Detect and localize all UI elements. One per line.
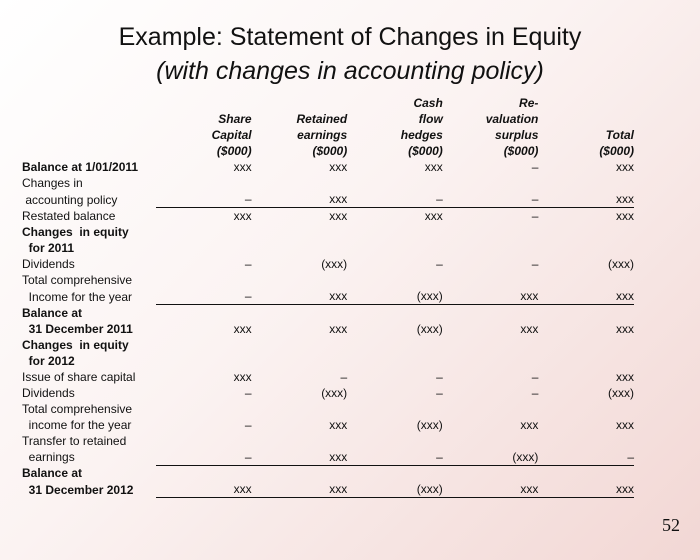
row-value: – (340, 369, 348, 384)
column-header-line: Retained (296, 112, 348, 126)
column-header-line (156, 95, 252, 111)
row-label: Balance at (22, 305, 83, 320)
row-label: 31 December 2012 (22, 482, 134, 497)
row-value: – (538, 449, 634, 466)
header-blank-cell (22, 111, 156, 127)
row-value (156, 305, 252, 321)
column-header-line: surplus (495, 128, 539, 142)
row-value: xxx (538, 481, 634, 498)
row-value (347, 465, 443, 481)
row-value: xxx (329, 160, 348, 174)
column-header-line (252, 95, 348, 111)
row-value: xxx (616, 321, 634, 336)
row-value: xxx (424, 160, 443, 174)
row-value: xxx (520, 417, 539, 432)
row-value (347, 272, 443, 288)
column-header-line: ($000) (599, 144, 634, 158)
table-row (22, 224, 634, 240)
row-value: – (244, 385, 252, 400)
row-value (443, 175, 539, 191)
row-value: – (436, 385, 443, 400)
row-value: xxx (233, 209, 252, 223)
row-value: xxx (424, 209, 443, 223)
header-blank-cell (22, 95, 156, 111)
row-value: xxx (252, 481, 348, 498)
row-value: xxx (252, 191, 348, 208)
row-value (156, 240, 252, 256)
row-label: Balance at 1/01/2011 (22, 160, 139, 174)
column-header-line: Re- (519, 96, 539, 110)
row-value (252, 224, 348, 240)
row-label: for 2011 (22, 241, 75, 255)
row-value: xxx (329, 321, 348, 336)
row-value (538, 433, 634, 449)
row-value: xxx (252, 449, 348, 466)
header-row (22, 143, 634, 159)
row-value (252, 305, 348, 321)
equity-statement-table (22, 95, 634, 498)
row-value (156, 401, 252, 417)
row-label: Total comprehensive (22, 273, 133, 287)
table-row (22, 208, 634, 225)
page-number: 52 (662, 515, 680, 535)
row-value (347, 305, 443, 321)
row-label: accounting policy (22, 192, 118, 207)
column-header-line: Total (605, 128, 634, 142)
row-value: (xxx) (347, 288, 443, 305)
row-value (252, 337, 348, 353)
row-value: – (156, 288, 252, 305)
table-row (22, 337, 634, 353)
row-value: – (531, 385, 539, 400)
column-header-line: Cash (413, 96, 443, 110)
row-value: (xxx) (416, 417, 443, 432)
title-line-1: Example: Statement of Changes in Equity (118, 23, 582, 51)
row-value (538, 353, 634, 369)
row-value (443, 401, 539, 417)
row-label: Transfer to retained (22, 433, 127, 448)
row-value: (xxx) (347, 481, 443, 498)
row-value: – (156, 449, 252, 466)
row-value: – (244, 417, 252, 432)
row-value (538, 175, 634, 191)
row-value (252, 175, 348, 191)
row-value: xxx (156, 481, 252, 498)
row-value (443, 433, 539, 449)
header-row (22, 95, 634, 111)
row-value (156, 433, 252, 449)
row-label: Issue of share capital (22, 369, 136, 384)
row-value (156, 337, 252, 353)
row-value: xxx (538, 191, 634, 208)
table-row (22, 449, 634, 466)
title-line-2: (with changes in accounting policy) (156, 57, 544, 85)
column-header-line: flow (418, 112, 443, 126)
row-value: xxx (616, 417, 634, 432)
row-value: xxx (616, 160, 634, 174)
row-value (252, 272, 348, 288)
row-value: xxx (538, 288, 634, 305)
table-row (22, 465, 634, 481)
row-value (443, 353, 539, 369)
row-label: earnings (22, 450, 75, 464)
row-label: Changes in (22, 176, 83, 190)
table-row (22, 305, 634, 321)
row-label: Dividends (22, 257, 75, 271)
column-header-line (538, 95, 634, 111)
row-value: xxx (233, 369, 252, 384)
column-header-line: ($000) (312, 144, 348, 158)
row-value: xxx (329, 209, 348, 223)
row-value: – (347, 449, 443, 466)
row-value: – (156, 191, 252, 208)
header-row (22, 111, 634, 127)
column-header-line: Share (218, 112, 252, 126)
row-label: for 2012 (22, 353, 75, 368)
row-value (538, 305, 634, 321)
row-value (443, 224, 539, 240)
column-header-line: hedges (400, 128, 443, 142)
column-header-line: ($000) (408, 144, 443, 158)
row-value: – (443, 191, 539, 208)
table-row (22, 256, 634, 272)
header-blank-cell (22, 143, 156, 159)
slide-title (0, 20, 700, 88)
column-header-line: ($000) (216, 144, 252, 158)
row-value (538, 240, 634, 256)
row-value: xxx (329, 417, 348, 432)
table-row (22, 433, 634, 449)
column-header-line: earnings (297, 128, 348, 142)
row-value (347, 401, 443, 417)
table-row (22, 321, 634, 337)
row-label: Total comprehensive (22, 401, 133, 416)
row-value (347, 433, 443, 449)
table-row (22, 417, 634, 433)
row-value (347, 175, 443, 191)
row-value (156, 465, 252, 481)
row-value: (xxx) (416, 321, 443, 336)
table-row (22, 369, 634, 385)
row-value: – (531, 160, 539, 174)
row-value (347, 224, 443, 240)
row-value (347, 240, 443, 256)
row-value (156, 353, 252, 369)
row-value (538, 272, 634, 288)
row-value: xxx (443, 481, 539, 498)
row-value: xxx (616, 209, 634, 223)
row-value: – (531, 369, 539, 384)
row-value: xxx (233, 160, 252, 174)
row-label: Changes in equity (22, 225, 129, 239)
row-value: (xxx) (443, 449, 539, 466)
row-value (156, 272, 252, 288)
table-row (22, 288, 634, 305)
row-value: (xxx) (321, 385, 348, 400)
table-row (22, 353, 634, 369)
row-value: – (436, 257, 443, 271)
column-header-line (538, 111, 634, 127)
row-value (252, 240, 348, 256)
table-row (22, 159, 634, 175)
row-value (347, 353, 443, 369)
row-value (538, 465, 634, 481)
row-value: – (347, 191, 443, 208)
table-row (22, 481, 634, 498)
row-value: xxx (616, 369, 634, 384)
column-header-line: Capital (211, 128, 252, 142)
row-value: xxx (520, 321, 539, 336)
row-value: – (436, 369, 443, 384)
row-label: income for the year (22, 417, 132, 432)
table-row (22, 401, 634, 417)
header-blank-cell (22, 127, 156, 143)
row-label: Dividends (22, 385, 75, 400)
table-row (22, 175, 634, 191)
table-row (22, 191, 634, 208)
row-value (347, 337, 443, 353)
row-value (443, 305, 539, 321)
row-value (538, 224, 634, 240)
row-label: Balance at (22, 466, 83, 480)
table-row (22, 272, 634, 288)
row-value (156, 224, 252, 240)
column-header-line: valuation (485, 112, 539, 126)
row-label: 31 December 2011 (22, 321, 133, 336)
table-header (22, 95, 634, 159)
row-value: xxx (233, 321, 252, 336)
column-header-line: ($000) (503, 144, 539, 158)
row-value: – (244, 257, 252, 271)
header-row (22, 127, 634, 143)
row-value: xxx (252, 288, 348, 305)
row-label: Income for the year (22, 289, 133, 304)
row-value (443, 272, 539, 288)
row-value (538, 401, 634, 417)
row-value (443, 337, 539, 353)
row-value (252, 401, 348, 417)
table-body (22, 159, 634, 498)
row-value (443, 240, 539, 256)
row-value (252, 353, 348, 369)
table-row (22, 385, 634, 401)
row-label: Changes in equity (22, 337, 129, 352)
row-value (156, 175, 252, 191)
row-value: – (531, 209, 539, 223)
row-value (252, 433, 348, 449)
row-value: (xxx) (608, 257, 634, 271)
row-label: Restated balance (22, 209, 116, 223)
table-row (22, 240, 634, 256)
row-value: (xxx) (608, 385, 634, 400)
row-value (443, 465, 539, 481)
row-value (252, 465, 348, 481)
row-value: xxx (443, 288, 539, 305)
row-value (538, 337, 634, 353)
row-value: – (531, 257, 539, 271)
row-value: (xxx) (321, 257, 348, 271)
